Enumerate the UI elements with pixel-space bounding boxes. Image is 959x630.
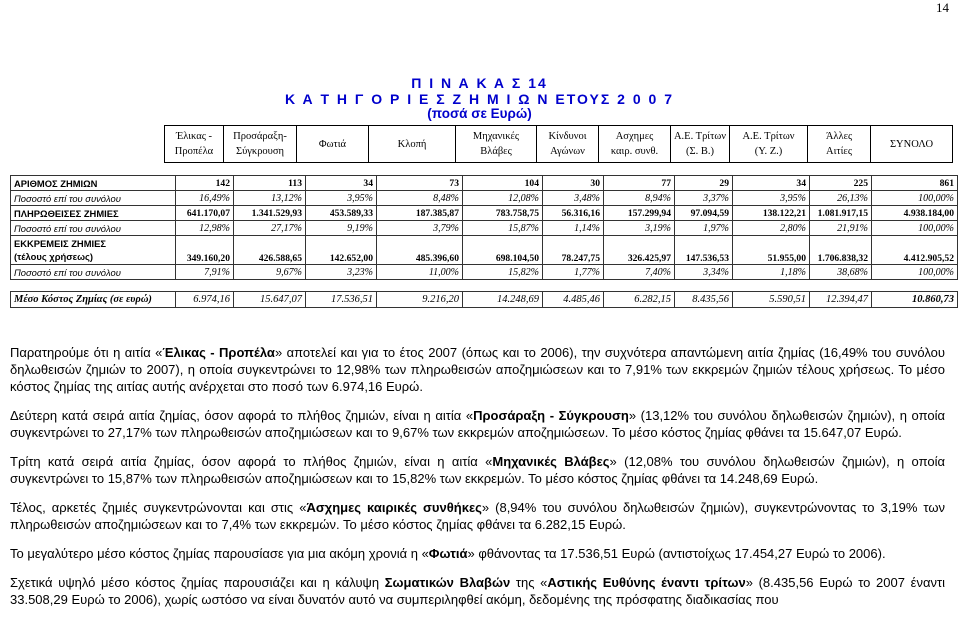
table-cell: 34 — [733, 176, 810, 191]
table-cell: 453.589,33 — [306, 206, 377, 221]
table-cell: 29 — [675, 176, 733, 191]
table-cell: 783.758,75 — [463, 206, 543, 221]
table-cell: 9.216,20 — [377, 292, 463, 308]
column-header: Κλοπή — [369, 126, 456, 163]
table-cell: 27,17% — [234, 221, 306, 236]
table-cell: 6.282,15 — [604, 292, 675, 308]
table-cell: 113 — [234, 176, 306, 191]
column-header: ΣΥΝΟΛΟ — [871, 126, 953, 163]
table-cell: 142 — [176, 176, 234, 191]
table-cell: 8,94% — [604, 191, 675, 206]
table-cell: 77 — [604, 176, 675, 191]
table-cell: 157.299,94 — [604, 206, 675, 221]
paragraph: Παρατηρούμε ότι η αιτία «Έλικας - Προπέλα» αποτελεί και για το έτος 2007 (όπως και το 2006), την συχνότερα απαντώμενη αιτία ζημίας (16,49% του συνόλου δηλωθεισών ζημιών το 2007), η οποία συγκεντρώνει το 12,98% των πληρωθεισών αποζημιώσεων και το 7,91% των εκκρεμών ζημιών τέλους χρήσεως. Το μέσο κόστος ζημίας της αιτίας αυτής ανέρχεται στο ποσό των 6.974,16 Ευρώ. — [10, 345, 946, 394]
table-units: (ποσά σε Ευρώ) — [427, 106, 532, 121]
column-header: Μηχανικές Βλάβες — [456, 126, 537, 163]
table-cell: 5.590,51 — [733, 292, 810, 308]
table-cell: 1.706.838,32 — [810, 236, 872, 265]
table-cell: 485.396,60 — [377, 236, 463, 265]
table-row — [11, 236, 958, 265]
table-cell: 12,98% — [176, 221, 234, 236]
row-label: Ποσοστό επί του συνόλου — [11, 265, 176, 280]
table-cell: 3,19% — [604, 221, 675, 236]
table-row — [11, 265, 958, 280]
table-cell: 641.170,07 — [176, 206, 234, 221]
table-row — [11, 221, 958, 236]
table-cell: 15.647,07 — [234, 292, 306, 308]
table-cell: 100,00% — [872, 265, 958, 280]
table-title: Π Ι Ν Α Κ Α Σ 14 — [411, 75, 548, 91]
table-row — [11, 292, 958, 308]
row-label: ΕΚΚΡΕΜΕΙΣ ΖΗΜΙΕΣ (τέλους χρήσεως) — [11, 236, 176, 265]
row-label: Μέσο Κόστος Ζημίας (σε ευρώ) — [11, 292, 176, 308]
table-cell: 147.536,53 — [675, 236, 733, 265]
claims-table — [10, 175, 958, 280]
table-cell: 3,95% — [306, 191, 377, 206]
column-header: Κίνδυνοι Αγώνων — [537, 126, 599, 163]
table-cell: 104 — [463, 176, 543, 191]
table-cell: 1,18% — [733, 265, 810, 280]
table-cell: 326.425,97 — [604, 236, 675, 265]
table-cell: 73 — [377, 176, 463, 191]
table-cell: 15,87% — [463, 221, 543, 236]
table-cell: 4.938.184,00 — [872, 206, 958, 221]
table-cell: 9,19% — [306, 221, 377, 236]
table-cell: 12.394,47 — [810, 292, 872, 308]
table-cell: 4.412.905,52 — [872, 236, 958, 265]
table-cell: 15,82% — [463, 265, 543, 280]
table-cell: 13,12% — [234, 191, 306, 206]
row-label: ΠΛΗΡΩΘΕΙΣΕΣ ΖΗΜΙΕΣ — [11, 206, 176, 221]
table-cell: 17.536,51 — [306, 292, 377, 308]
table-cell: 3,23% — [306, 265, 377, 280]
table-cell: 8.435,56 — [675, 292, 733, 308]
column-header: Ασχημες καιρ. συνθ. — [599, 126, 671, 163]
column-header: Α.Ε. Τρίτων (Υ. Ζ.) — [730, 126, 808, 163]
column-header: Προσάραξη- Σύγκρουση — [224, 126, 297, 163]
table-cell: 12,08% — [463, 191, 543, 206]
paragraph: Δεύτερη κατά σειρά αιτία ζημίας, όσον αφορά το πλήθος ζημιών, είναι η αιτία «Προσάραξη - Σύγκρουση» (13,12% του συνόλου δηλωθεισών ζημιών), η οποία συγκεντρώνει το 27,17% των πληρωθεισών αποζημιώσεων και το 9,67% των εκκρεμών αποζημιώσεων. Το μέσο κόστος ζημίας φθάνει τα 15.647,07 Ευρώ. — [10, 408, 945, 440]
table-row — [11, 176, 958, 191]
table-cell: 34 — [306, 176, 377, 191]
page-number: 14 — [936, 0, 949, 15]
table-cell: 8,48% — [377, 191, 463, 206]
table-row — [11, 206, 958, 221]
column-header: Άλλες Αιτίες — [808, 126, 871, 163]
table-cell: 1.341.529,93 — [234, 206, 306, 221]
table-cell: 7,40% — [604, 265, 675, 280]
table-cell: 100,00% — [872, 221, 958, 236]
table-cell: 9,67% — [234, 265, 306, 280]
table-cell: 14.248,69 — [463, 292, 543, 308]
table-cell: 426.588,65 — [234, 236, 306, 265]
table-cell: 1.081.917,15 — [810, 206, 872, 221]
row-label: ΑΡΙΘΜΟΣ ΖΗΜΙΩΝ — [11, 176, 176, 191]
table-cell: 10.860,73 — [872, 292, 958, 308]
paragraph: Τέλος, αρκετές ζημιές συγκεντρώνονται και στις «Άσχημες καιρικές συνθήκες» (8,94% του συνόλου δηλωθεισών ζημιών), συγκεντρώνοντας το 3,19% των πληρωθεισών αποζημιώσεων και το 7,4% των εκκρεμών. Το μέσο κόστος ζημίας φθάνει τα 6.282,15 Ευρώ. — [10, 500, 946, 532]
table-cell: 21,91% — [810, 221, 872, 236]
column-header: Έλικας - Προπέλα — [165, 126, 224, 163]
average-cost-table — [10, 291, 958, 308]
table-cell: 3,95% — [733, 191, 810, 206]
table-cell: 16,49% — [176, 191, 234, 206]
table-cell: 30 — [543, 176, 604, 191]
column-header-row — [164, 125, 953, 163]
paragraph: Σχετικά υψηλό μέσο κόστος ζημίας παρουσιάζει και η κάλυψη Σωματικών Βλαβών της «Αστικής Ευθύνης έναντι τρίτων» (8.435,56 Ευρώ το 2007 έναντι 33.508,29 Ευρώ το 2006), χωρίς ωστόσο να είναι δυνατόν αυτό να συμπεριληφθεί ακόμη, δεδομένης της πρόσφατης διαδικασίας που — [10, 575, 945, 607]
table-cell: 1,97% — [675, 221, 733, 236]
table-cell: 3,79% — [377, 221, 463, 236]
table-cell: 38,68% — [810, 265, 872, 280]
table-cell: 56.316,16 — [543, 206, 604, 221]
table-cell: 3,48% — [543, 191, 604, 206]
table-cell: 142.652,00 — [306, 236, 377, 265]
table-cell: 97.094,59 — [675, 206, 733, 221]
paragraph: Το μεγαλύτερο μέσο κόστος ζημίας παρουσίασε για μια ακόμη χρονιά η «Φωτιά» φθάνοντας τα 17.536,51 Ευρώ (αντιστοίχως 17.454,27 Ευρώ το 2006). — [10, 546, 886, 561]
table-row — [11, 191, 958, 206]
table-cell: 225 — [810, 176, 872, 191]
table-cell: 26,13% — [810, 191, 872, 206]
table-subtitle: Κ Α Τ Η Γ Ο Ρ Ι Ε Σ Ζ Η Μ Ι Ω Ν ΕΤΟΥΣ 2 0 0 7 — [285, 91, 674, 107]
table-cell: 3,34% — [675, 265, 733, 280]
table-cell: 138.122,21 — [733, 206, 810, 221]
table-cell: 6.974,16 — [176, 292, 234, 308]
column-header: Α.Ε. Τρίτων (Σ. Β.) — [671, 126, 730, 163]
table-cell: 349.160,20 — [176, 236, 234, 265]
table-cell: 861 — [872, 176, 958, 191]
table-cell: 78.247,75 — [543, 236, 604, 265]
table-cell: 1,77% — [543, 265, 604, 280]
table-cell: 11,00% — [377, 265, 463, 280]
commentary — [10, 344, 945, 620]
table-cell: 100,00% — [872, 191, 958, 206]
table-cell: 51.955,00 — [733, 236, 810, 265]
table-cell: 2,80% — [733, 221, 810, 236]
table-cell: 4.485,46 — [543, 292, 604, 308]
paragraph: Τρίτη κατά σειρά αιτία ζημίας, όσον αφορά το πλήθος ζημιών, είναι η αιτία «Μηχανικές Βλάβες» (12,08% του συνόλου δηλωθεισών ζημιών), η οποία συγκεντρώνει το 15,87% των πληρωθεισών αποζημιώσεων και το 15,82% των εκκρεμών. Το μέσο κόστος ζημίας φθάνει τα 14.248,69 Ευρώ. — [10, 454, 945, 486]
table-cell: 698.104,50 — [463, 236, 543, 265]
row-label: Ποσοστό επί του συνόλου — [11, 221, 176, 236]
table-cell: 3,37% — [675, 191, 733, 206]
table-cell: 1,14% — [543, 221, 604, 236]
table-cell: 187.385,87 — [377, 206, 463, 221]
table-cell: 7,91% — [176, 265, 234, 280]
column-header: Φωτιά — [297, 126, 369, 163]
row-label: Ποσοστό επί του συνόλου — [11, 191, 176, 206]
